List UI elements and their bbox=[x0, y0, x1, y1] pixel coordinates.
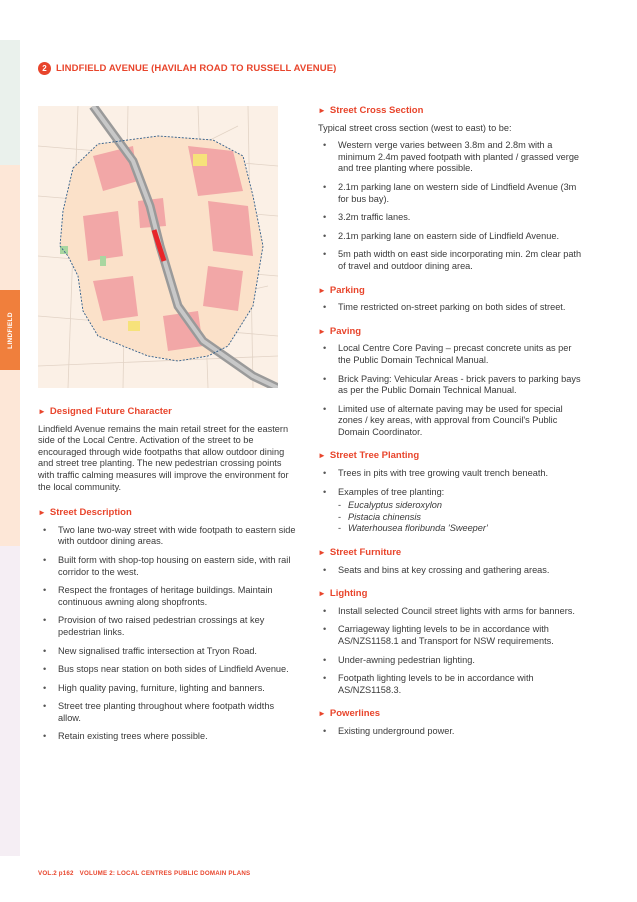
street-furniture-heading: ► Street Furniture bbox=[318, 547, 402, 559]
street-cross-section-heading: ► Street Cross Section bbox=[318, 105, 424, 116]
list-item: • 3.2m traffic lanes. bbox=[318, 212, 586, 224]
street-description-list bbox=[38, 525, 296, 743]
tree-examples-label: Examples of tree planting: bbox=[338, 486, 445, 497]
page-title: LINDFIELD AVENUE (HAVILAH ROAD TO RUSSELL AVENUE) bbox=[56, 63, 337, 74]
list-item: • Built form with shop-top housing on eastern side, with rail corridor to the west. bbox=[38, 555, 296, 578]
triangle-icon: ► bbox=[318, 451, 326, 461]
left-column bbox=[38, 406, 296, 755]
parking-heading: ► Parking bbox=[318, 284, 365, 296]
list-item: • Trees in pits with tree growing vault trench beneath. bbox=[318, 468, 586, 480]
paving-list bbox=[318, 343, 586, 438]
page-header bbox=[38, 62, 336, 75]
list-item: • Respect the frontages of heritage buildings. Maintain continuous awning along shopfronts. bbox=[38, 585, 296, 608]
list-item: • Western verge varies between 3.8m and 2.8m with a minimum 2.4m paved footpath with planted / grassed verge and tree planting where possible. bbox=[318, 140, 586, 175]
triangle-icon: ► bbox=[318, 106, 326, 115]
triangle-icon: ► bbox=[318, 589, 326, 599]
list-item: • Limited use of alternate paving may be used for special zones / key areas, with approval from Council's Public Domain Coordinator. bbox=[318, 404, 586, 439]
list-item: • 5m path width on east side incorporating min. 2m clear path of travel and outdoor dining area. bbox=[318, 249, 586, 272]
designed-future-character-heading: ► Designed Future Character bbox=[38, 406, 172, 417]
list-item: • Brick Paving: Vehicular Areas - brick pavers to parking bays as per the Public Domain Technical Manual. bbox=[318, 374, 586, 397]
paving-heading: ► Paving bbox=[318, 325, 362, 337]
side-tab-1 bbox=[0, 40, 20, 165]
precinct-map bbox=[38, 106, 278, 388]
triangle-icon: ► bbox=[318, 285, 326, 295]
list-item: • 2.1m parking lane on eastern side of Lindfield Avenue. bbox=[318, 231, 586, 243]
side-tab-4 bbox=[0, 370, 20, 546]
list-item: • High quality paving, furniture, lighting and banners. bbox=[38, 683, 296, 695]
side-tab-5 bbox=[0, 546, 20, 856]
tree-species: - Waterhousea floribunda 'Sweeper' bbox=[338, 523, 586, 535]
cross-section-list bbox=[318, 140, 586, 272]
triangle-icon: ► bbox=[318, 548, 326, 558]
parking-list bbox=[318, 302, 586, 314]
volume-title: VOLUME 2: LOCAL CENTRES PUBLIC DOMAIN PLANS bbox=[79, 870, 251, 877]
triangle-icon: ► bbox=[318, 709, 326, 719]
tree-species: - Pistacia chinensis bbox=[338, 512, 586, 524]
list-item: • Street tree planting throughout where footpath widths allow. bbox=[38, 701, 296, 724]
page-footer bbox=[38, 870, 254, 877]
designed-future-character-text: Lindfield Avenue remains the main retail street for the eastern side of the Local Centre. Activation of the street to be encouraged through wide footpaths that allow outdoor dining and street tree planting. The new pedestrian crossing points with traffic calming measures will improve the environment for the local community. bbox=[38, 423, 289, 492]
lighting-heading: ► Lighting bbox=[318, 588, 368, 600]
powerlines-list bbox=[318, 726, 586, 738]
list-item: • 2.1m parking lane on western side of Lindfield Avenue (3m for bus bay). bbox=[318, 182, 586, 205]
side-tab-2 bbox=[0, 165, 20, 290]
triangle-icon: ► bbox=[38, 407, 46, 416]
list-item bbox=[318, 487, 586, 535]
tree-species-list bbox=[338, 500, 586, 535]
list-item: • Time restricted on-street parking on both sides of street. bbox=[318, 302, 586, 314]
street-furniture-list bbox=[318, 565, 586, 577]
list-item: • Install selected Council street lights with arms for banners. bbox=[318, 606, 586, 618]
page-number: VOL.2 p162 bbox=[38, 870, 74, 877]
triangle-icon: ► bbox=[318, 326, 326, 336]
triangle-icon: ► bbox=[38, 508, 46, 518]
powerlines-heading: ► Powerlines bbox=[318, 708, 381, 720]
list-item: • Two lane two-way street with wide footpath to eastern side with outdoor dining areas. bbox=[38, 525, 296, 548]
tree-planting-list bbox=[318, 468, 586, 535]
list-item: • Footpath lighting levels to be in accordance with AS/NZS1158.3. bbox=[318, 673, 586, 696]
street-description-heading: ► Street Description bbox=[38, 507, 132, 519]
list-item: • Seats and bins at key crossing and gathering areas. bbox=[318, 565, 586, 577]
section-number-badge: 2 bbox=[38, 62, 51, 75]
street-tree-planting-heading: ► Street Tree Planting bbox=[318, 450, 420, 462]
list-item: • Under-awning pedestrian lighting. bbox=[318, 655, 586, 667]
tree-species: - Eucalyptus sideroxylon bbox=[338, 500, 586, 512]
lighting-list bbox=[318, 606, 586, 697]
list-item: • Provision of two raised pedestrian crossings at key pedestrian links. bbox=[38, 615, 296, 638]
side-tab-label: LINDFIELD bbox=[6, 311, 14, 349]
list-item: • Existing underground power. bbox=[318, 726, 586, 738]
list-item: • Local Centre Core Paving – precast concrete units as per the Public Domain Technical Manual. bbox=[318, 343, 586, 366]
list-item: • Retain existing trees where possible. bbox=[38, 731, 296, 743]
right-column bbox=[318, 105, 586, 750]
list-item: • New signalised traffic intersection at Tryon Road. bbox=[38, 646, 296, 658]
list-item: • Bus stops near station on both sides of Lindfield Avenue. bbox=[38, 664, 296, 676]
list-item: • Carriageway lighting levels to be in accordance with AS/NZS1158.1 and Transport for NSW requirements. bbox=[318, 624, 586, 647]
cross-section-intro: Typical street cross section (west to east) to be: bbox=[318, 122, 512, 133]
